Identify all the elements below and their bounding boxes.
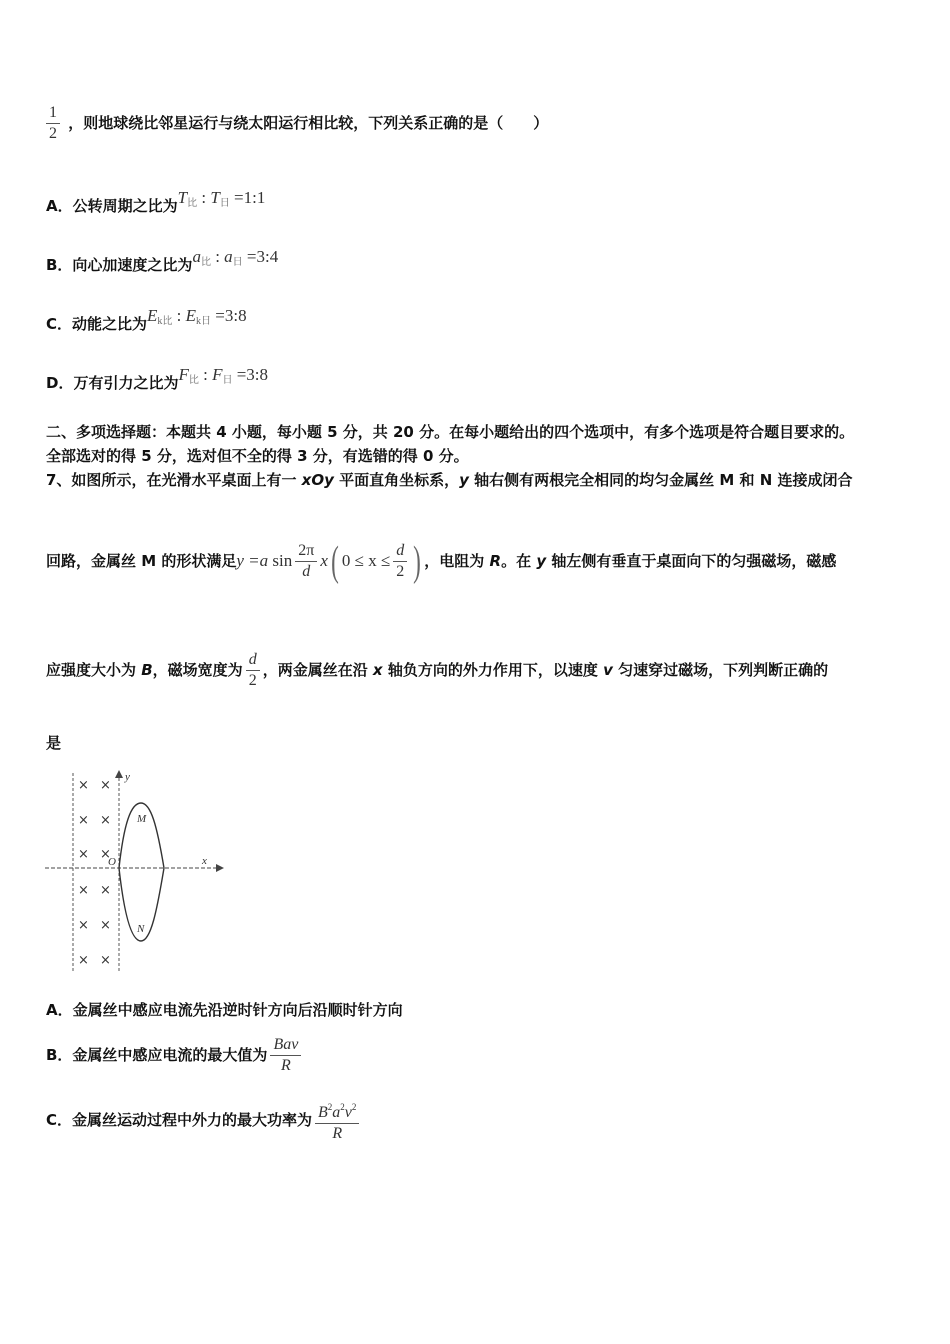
sym-b: B [318,1104,328,1121]
half-fraction [46,104,60,143]
ratio-expression: $E_{k比}$ : $E_{k日}$ =3:8 [147,306,247,327]
y-axis-label: y [125,771,130,783]
text: 回路，金属丝 M 的形状满足 [46,552,237,570]
option-a-q6 [46,188,265,216]
exp: 2 [351,1102,357,1112]
exp: 2 [327,1102,333,1112]
field-cross: × [100,778,111,793]
question6-text: ，则地球绕比邻星运行与绕太阳运行相比较，下列关系正确的是（ ） [68,114,549,132]
eq-num: 2π [295,542,317,562]
max-current-fraction [270,1036,301,1075]
text: ，电阻为 [424,552,490,570]
section2-line1: 二、多项选择题：本题共 4 小题，每小题 5 分，共 20 分。在每小题给出的四个选项中，有多个选项是符合题目要求的。 [46,423,855,441]
fraction-denominator: R [280,1057,291,1074]
fraction-denominator: R [332,1125,343,1142]
text: ，磁场宽度为 [152,661,243,679]
eq-a: =a [248,551,269,570]
option-label: B．向心加速度之比为 [46,256,193,274]
field-cross: × [78,953,89,968]
fraction-numerator [315,1098,359,1124]
max-power-fraction [315,1098,359,1143]
left-paren: ( [331,538,339,585]
text: 。在 [501,552,537,570]
exp: 2 [340,1102,345,1112]
option-text: B．金属丝中感应电流的最大值为 [46,1046,268,1064]
section2-line2: 全部选对的得 5 分，选对但不全的得 3 分，有选错的得 0 分。 [46,447,469,465]
width-den: 2 [248,672,257,689]
symbol: T [210,188,220,207]
option-b-q6 [46,247,278,275]
question6-stem [46,104,548,143]
option-a-q7: A．金属丝中感应电流先沿逆时针方向后沿顺时针方向 [46,1001,403,1019]
ratio-expression: $a_比$ : $a_日$ =3:4 [192,247,279,268]
symbol: F [178,365,189,384]
subscript: k比 [157,316,173,327]
field-cross: × [100,918,111,933]
field-cross: × [78,883,89,898]
ratio-expression: $F_比$ : $F_日$ =3:8 [178,365,269,386]
q7-line1 [46,470,853,490]
field-cross: × [78,847,89,862]
y-symbol: y [536,552,547,570]
ratio-value: =1:1 [234,188,266,207]
x-axis-arrow [216,864,224,872]
field-cross: × [100,883,111,898]
fraction-numerator: Bav [270,1036,301,1056]
eq-den: d [302,563,311,580]
coord-system: xOy [301,471,334,489]
option-d-q6 [46,365,268,393]
v-symbol: v [603,661,613,679]
text: 应强度大小为 [46,661,142,679]
eq-x: x [320,551,328,570]
b-symbol: B [141,661,153,679]
cond-num: d [393,542,407,562]
option-label: D．万有引力之比为 [46,374,179,392]
q7-line2 [46,537,836,585]
magnetic-field-figure [40,768,225,978]
subscript: 比 [200,257,211,268]
subscript: 比 [187,198,198,209]
wire-m-label: M [137,813,147,825]
ratio-value: =3:4 [246,247,279,266]
symbol: F [212,365,223,384]
option-c-q6 [46,306,247,334]
ratio-value: =3:8 [236,365,269,384]
subscript: 日 [219,198,230,209]
r-symbol: R [489,552,502,570]
sym-a: a [332,1104,341,1121]
y-axis-arrow [115,770,123,778]
width-fraction [246,651,260,690]
q7-line4: 是 [46,734,62,752]
text: 轴左侧有垂直于桌面向下的匀强磁场，磁感 [546,552,837,570]
field-cross: × [78,778,89,793]
text: 7、如图所示，在光滑水平桌面上有一 [46,471,302,489]
x-axis-label: x [202,855,207,867]
fraction-denominator: 2 [49,125,57,142]
option-c-q7 [46,1096,362,1144]
q7-line3 [46,646,828,694]
text: ，两金属丝在沿 [262,661,373,679]
field-cross: × [78,918,89,933]
x-symbol: x [372,661,383,679]
subscript: 比 [188,375,199,386]
option-label: C．动能之比为 [46,315,148,333]
right-paren: ) [413,538,422,585]
cond-fraction [393,542,407,581]
text: 轴右侧有两根完全相同的均匀金属丝 M 和 N 连接成闭合 [468,471,853,489]
origin-label: O [108,856,116,868]
eq-condition: 0 ≤ x ≤ [341,551,391,570]
symbol: T [177,188,188,207]
shape-equation [236,551,292,570]
symbol: a [224,247,233,266]
symbol: E [147,306,158,325]
field-cross: × [78,813,89,828]
subscript: k日 [196,316,212,327]
text: 轴负方向的外力作用下，以速度 [382,661,604,679]
eq-y: y [236,551,244,570]
field-cross: × [100,953,111,968]
option-label: A．公转周期之比为 [46,197,178,215]
symbol: E [185,306,197,325]
subscript: 日 [232,257,243,268]
cond-den: 2 [396,563,405,580]
ratio-expression: $T_比$ : $T_日$ =1:1 [177,188,266,209]
option-b-q7 [46,1034,304,1076]
text: 平面直角坐标系， [333,471,460,489]
y-symbol: y [459,471,469,489]
fraction-numerator: 1 [46,104,60,124]
option-text: C．金属丝运动过程中外力的最大功率为 [46,1111,313,1129]
eq-sin: sin [272,551,293,570]
field-cross: × [100,847,111,862]
field-cross: × [100,813,111,828]
symbol: a [192,247,201,266]
ratio-value: =3:8 [215,306,247,325]
sym-v: v [344,1104,352,1121]
eq-fraction [295,542,317,581]
wire-n-label: N [137,923,145,935]
width-num: d [246,651,260,671]
text: 匀速穿过磁场，下列判断正确的 [612,661,829,679]
subscript: 日 [222,375,233,386]
